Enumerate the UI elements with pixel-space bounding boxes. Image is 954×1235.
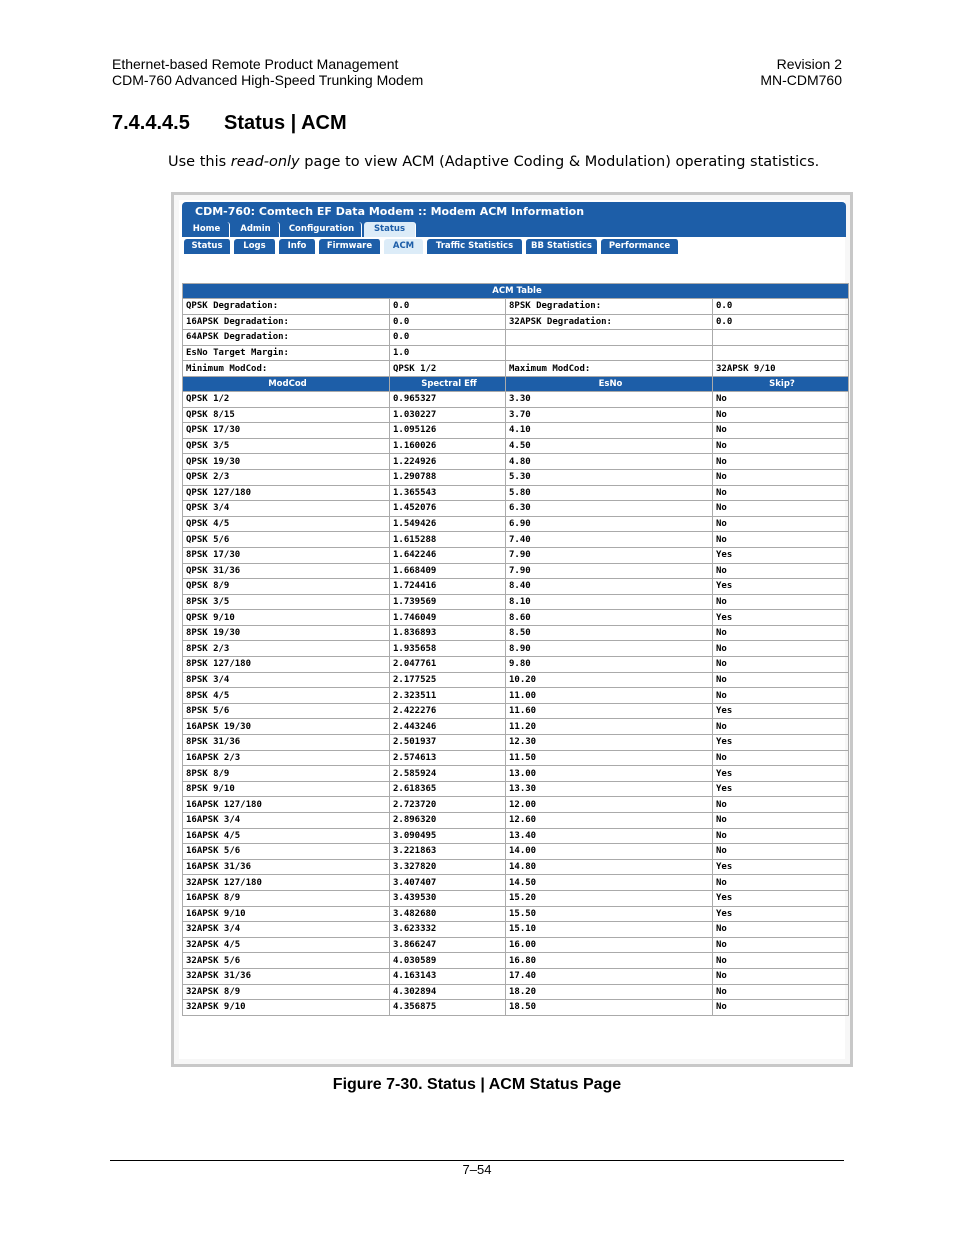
table-cell: 8PSK 5/6 <box>183 703 390 719</box>
table-cell: Yes <box>713 579 849 595</box>
table-row <box>183 1000 849 1016</box>
web-interface <box>179 200 845 1059</box>
table-cell: 1.365543 <box>390 485 506 501</box>
summary-row <box>183 361 849 377</box>
table-cell: 0.0 <box>390 330 506 346</box>
document-number: MN-CDM760 <box>760 72 842 88</box>
table-cell: 0.0 <box>713 314 849 330</box>
table-cell: QPSK 1/2 <box>183 391 390 407</box>
summary-row <box>183 345 849 361</box>
table-cell: 2.618365 <box>390 781 506 797</box>
table-cell: No <box>713 750 849 766</box>
table-cell: 8PSK 3/5 <box>183 594 390 610</box>
table-cell: 17.40 <box>506 968 713 984</box>
table-cell: 1.739569 <box>390 594 506 610</box>
table-cell: No <box>713 1000 849 1016</box>
table-cell: No <box>713 953 849 969</box>
table-cell: 1.724416 <box>390 579 506 595</box>
table-row <box>183 672 849 688</box>
column-header: Spectral Eff <box>390 376 506 391</box>
table-row <box>183 423 849 439</box>
summary-row <box>183 299 849 315</box>
table-cell: 12.30 <box>506 735 713 751</box>
table-cell: Yes <box>713 547 849 563</box>
table-row <box>183 766 849 782</box>
table-row <box>183 813 849 829</box>
page-number: 7–54 <box>462 1162 492 1177</box>
table-cell: 16APSK 9/10 <box>183 906 390 922</box>
table-cell: 32APSK 9/10 <box>713 361 849 377</box>
section-number: 7.4.4.4.5 <box>112 112 190 134</box>
table-cell: 32APSK 4/5 <box>183 937 390 953</box>
table-cell: 10.20 <box>506 672 713 688</box>
table-cell: 7.90 <box>506 547 713 563</box>
table-row <box>183 594 849 610</box>
table-cell: QPSK 8/15 <box>183 407 390 423</box>
table-cell: 12.00 <box>506 797 713 813</box>
table-row <box>183 625 849 641</box>
table-cell: QPSK 1/2 <box>390 361 506 377</box>
table-cell: 3.090495 <box>390 828 506 844</box>
table-cell: No <box>713 922 849 938</box>
table-cell: 2.585924 <box>390 766 506 782</box>
table-cell: 2.723720 <box>390 797 506 813</box>
table-cell: 32APSK 127/180 <box>183 875 390 891</box>
tab-configuration[interactable]: Configuration <box>282 222 362 237</box>
subtab-logs[interactable]: Logs <box>234 239 276 254</box>
table-cell: Yes <box>713 890 849 906</box>
table-row <box>183 391 849 407</box>
table-cell: 3.30 <box>506 391 713 407</box>
table-cell: QPSK 17/30 <box>183 423 390 439</box>
table-row <box>183 875 849 891</box>
tab-status[interactable]: Status <box>364 222 416 237</box>
table-row <box>183 688 849 704</box>
table-cell: 4.302894 <box>390 984 506 1000</box>
subtab-acm[interactable]: ACM <box>384 239 424 254</box>
table-cell: No <box>713 828 849 844</box>
summary-row <box>183 330 849 346</box>
table-cell: No <box>713 968 849 984</box>
table-cell: 1.668409 <box>390 563 506 579</box>
tab-admin[interactable]: Admin <box>232 222 280 237</box>
table-cell: No <box>713 641 849 657</box>
table-cell: No <box>713 657 849 673</box>
running-header-right <box>760 56 842 88</box>
table-cell: 1.030227 <box>390 407 506 423</box>
table-cell: 8.90 <box>506 641 713 657</box>
table-cell: 16APSK 2/3 <box>183 750 390 766</box>
table-cell: 1.452076 <box>390 501 506 517</box>
table-row <box>183 953 849 969</box>
table-cell: 16.80 <box>506 953 713 969</box>
table-cell: 5.80 <box>506 485 713 501</box>
table-cell: 14.00 <box>506 844 713 860</box>
table-cell: 3.439530 <box>390 890 506 906</box>
table-cell: 8.10 <box>506 594 713 610</box>
table-row <box>183 828 849 844</box>
table-cell: 4.356875 <box>390 1000 506 1016</box>
table-row <box>183 547 849 563</box>
table-cell: 8PSK Degradation: <box>506 299 713 315</box>
table-cell: 8PSK 31/36 <box>183 735 390 751</box>
table-cell: QPSK 31/36 <box>183 563 390 579</box>
table-cell: 16APSK 4/5 <box>183 828 390 844</box>
table-row <box>183 516 849 532</box>
table-cell: 32APSK 9/10 <box>183 1000 390 1016</box>
table-cell: 4.163143 <box>390 968 506 984</box>
table-cell: QPSK 9/10 <box>183 610 390 626</box>
table-cell: 3.327820 <box>390 859 506 875</box>
table-cell: 8PSK 4/5 <box>183 688 390 704</box>
figure-caption: Figure 7-30. Status | ACM Status Page <box>332 1076 622 1093</box>
table-cell: 8PSK 19/30 <box>183 625 390 641</box>
table-cell: No <box>713 719 849 735</box>
column-header-row <box>183 376 849 391</box>
table-cell <box>713 345 849 361</box>
table-cell: 0.965327 <box>390 391 506 407</box>
table-cell: 0.0 <box>713 299 849 315</box>
summary-row <box>183 314 849 330</box>
table-cell: 1.549426 <box>390 516 506 532</box>
column-header: ModCod <box>183 376 390 391</box>
table-cell: 1.160026 <box>390 438 506 454</box>
acm-table-title-row <box>183 284 849 299</box>
table-cell: 32APSK 8/9 <box>183 984 390 1000</box>
footer-rule <box>110 1160 844 1161</box>
table-cell: Yes <box>713 766 849 782</box>
table-cell: 8PSK 17/30 <box>183 547 390 563</box>
table-row <box>183 750 849 766</box>
table-cell: No <box>713 797 849 813</box>
running-header-left <box>112 56 423 88</box>
table-cell: No <box>713 516 849 532</box>
table-row <box>183 906 849 922</box>
table-row <box>183 859 849 875</box>
table-cell: 0.0 <box>390 314 506 330</box>
table-cell: 5.30 <box>506 469 713 485</box>
table-cell: 11.20 <box>506 719 713 735</box>
table-row <box>183 501 849 517</box>
table-cell: No <box>713 937 849 953</box>
table-cell: 64APSK Degradation: <box>183 330 390 346</box>
table-cell: 18.20 <box>506 984 713 1000</box>
table-cell: 15.10 <box>506 922 713 938</box>
table-cell: No <box>713 688 849 704</box>
table-cell: Minimum ModCod: <box>183 361 390 377</box>
table-cell: No <box>713 813 849 829</box>
table-cell: 8PSK 8/9 <box>183 766 390 782</box>
table-cell: 3.866247 <box>390 937 506 953</box>
table-cell: 1.935658 <box>390 641 506 657</box>
table-cell: No <box>713 563 849 579</box>
table-cell: 11.00 <box>506 688 713 704</box>
primary-nav <box>182 222 846 237</box>
table-cell: 9.80 <box>506 657 713 673</box>
table-cell: 1.224926 <box>390 454 506 470</box>
table-cell: 32APSK 5/6 <box>183 953 390 969</box>
table-cell: Maximum ModCod: <box>506 361 713 377</box>
table-cell: EsNo Target Margin: <box>183 345 390 361</box>
table-cell: 1.095126 <box>390 423 506 439</box>
screenshot-figure <box>171 192 853 1067</box>
table-cell: 32APSK Degradation: <box>506 314 713 330</box>
table-row <box>183 532 849 548</box>
table-cell: No <box>713 391 849 407</box>
table-cell: 6.30 <box>506 501 713 517</box>
table-cell: 15.50 <box>506 906 713 922</box>
table-row <box>183 641 849 657</box>
table-cell: No <box>713 984 849 1000</box>
intro-emphasis: read-only <box>230 154 300 170</box>
table-cell: 7.40 <box>506 532 713 548</box>
table-cell: QPSK 127/180 <box>183 485 390 501</box>
table-cell: 16APSK 31/36 <box>183 859 390 875</box>
table-row <box>183 844 849 860</box>
acm-table <box>182 283 849 1016</box>
table-cell: No <box>713 469 849 485</box>
table-cell: No <box>713 532 849 548</box>
table-row <box>183 968 849 984</box>
table-cell: 3.407407 <box>390 875 506 891</box>
table-cell: 2.323511 <box>390 688 506 704</box>
table-cell: 8PSK 2/3 <box>183 641 390 657</box>
secondary-nav <box>182 239 846 254</box>
subtab-bb-statistics[interactable]: BB Statistics <box>526 239 598 254</box>
table-cell: 15.20 <box>506 890 713 906</box>
table-cell: 32APSK 3/4 <box>183 922 390 938</box>
table-cell: 16APSK 5/6 <box>183 844 390 860</box>
product-title: CDM-760 Advanced High-Speed Trunking Modem <box>112 72 424 88</box>
app-title-bar: CDM-760: Comtech EF Data Modem :: Modem ACM Information <box>182 202 846 222</box>
table-row <box>183 469 849 485</box>
table-cell: 3.221863 <box>390 844 506 860</box>
table-cell: No <box>713 423 849 439</box>
table-cell: 32APSK 31/36 <box>183 968 390 984</box>
table-cell: 8PSK 3/4 <box>183 672 390 688</box>
table-cell: 11.50 <box>506 750 713 766</box>
table-cell: No <box>713 454 849 470</box>
table-cell: 3.70 <box>506 407 713 423</box>
table-cell: 1.642246 <box>390 547 506 563</box>
table-cell: 4.10 <box>506 423 713 439</box>
subtab-status[interactable]: Status <box>184 239 231 254</box>
table-row <box>183 781 849 797</box>
table-row <box>183 579 849 595</box>
section-heading <box>112 112 347 135</box>
table-cell <box>713 330 849 346</box>
table-cell: No <box>713 438 849 454</box>
table-cell: 16APSK 19/30 <box>183 719 390 735</box>
table-cell: No <box>713 594 849 610</box>
table-cell: 18.50 <box>506 1000 713 1016</box>
table-cell: 2.422276 <box>390 703 506 719</box>
table-row <box>183 657 849 673</box>
table-cell: 13.40 <box>506 828 713 844</box>
table-cell: 8PSK 9/10 <box>183 781 390 797</box>
table-cell: Yes <box>713 906 849 922</box>
table-cell: 14.50 <box>506 875 713 891</box>
table-cell: 0.0 <box>390 299 506 315</box>
table-cell: 2.501937 <box>390 735 506 751</box>
table-cell: 2.896320 <box>390 813 506 829</box>
table-cell: QPSK 4/5 <box>183 516 390 532</box>
table-row <box>183 703 849 719</box>
table-cell: 3.482680 <box>390 906 506 922</box>
table-cell: 2.574613 <box>390 750 506 766</box>
table-cell: 8.60 <box>506 610 713 626</box>
table-cell: 8PSK 127/180 <box>183 657 390 673</box>
revision: Revision 2 <box>776 56 842 72</box>
table-cell: No <box>713 672 849 688</box>
table-cell: No <box>713 485 849 501</box>
subtab-traffic-statistics[interactable]: Traffic Statistics <box>427 239 523 254</box>
table-cell: 2.047761 <box>390 657 506 673</box>
subtab-performance[interactable]: Performance <box>601 239 679 254</box>
table-cell: 6.90 <box>506 516 713 532</box>
table-cell: No <box>713 844 849 860</box>
table-cell: QPSK Degradation: <box>183 299 390 315</box>
table-cell: No <box>713 407 849 423</box>
table-row <box>183 797 849 813</box>
table-cell: 1.0 <box>390 345 506 361</box>
table-cell: 16APSK Degradation: <box>183 314 390 330</box>
table-row <box>183 984 849 1000</box>
table-row <box>183 719 849 735</box>
table-cell: QPSK 3/4 <box>183 501 390 517</box>
table-cell: 7.90 <box>506 563 713 579</box>
table-row <box>183 454 849 470</box>
column-header: Skip? <box>713 376 849 391</box>
acm-table-title: ACM Table <box>183 284 849 299</box>
intro-paragraph <box>168 154 819 170</box>
table-cell: QPSK 3/5 <box>183 438 390 454</box>
table-cell: 4.030589 <box>390 953 506 969</box>
table-row <box>183 438 849 454</box>
intro-text-end: page to view ACM (Adaptive Coding & Modulation) operating statistics. <box>299 154 820 170</box>
table-cell: 1.615288 <box>390 532 506 548</box>
table-row <box>183 407 849 423</box>
table-cell: 13.00 <box>506 766 713 782</box>
subtab-info[interactable]: Info <box>279 239 316 254</box>
table-cell: QPSK 19/30 <box>183 454 390 470</box>
section-title: Status | ACM <box>224 112 347 134</box>
table-row <box>183 735 849 751</box>
table-cell: 16APSK 127/180 <box>183 797 390 813</box>
manual-title: Ethernet-based Remote Product Management <box>112 56 399 72</box>
table-cell: 8.40 <box>506 579 713 595</box>
table-cell: 13.30 <box>506 781 713 797</box>
table-cell: No <box>713 875 849 891</box>
table-cell <box>506 330 713 346</box>
table-cell: 8.50 <box>506 625 713 641</box>
table-row <box>183 890 849 906</box>
table-cell: Yes <box>713 703 849 719</box>
table-cell: 16APSK 8/9 <box>183 890 390 906</box>
table-row <box>183 937 849 953</box>
table-cell: 14.80 <box>506 859 713 875</box>
table-cell: No <box>713 625 849 641</box>
table-row <box>183 485 849 501</box>
table-cell: 2.443246 <box>390 719 506 735</box>
table-cell: Yes <box>713 781 849 797</box>
table-cell: 1.290788 <box>390 469 506 485</box>
table-cell: 16APSK 3/4 <box>183 813 390 829</box>
table-cell <box>506 345 713 361</box>
tab-home[interactable]: Home <box>184 222 230 237</box>
table-row <box>183 610 849 626</box>
table-cell: QPSK 5/6 <box>183 532 390 548</box>
table-cell: Yes <box>713 735 849 751</box>
table-cell: 12.60 <box>506 813 713 829</box>
table-cell: 4.80 <box>506 454 713 470</box>
table-cell: 2.177525 <box>390 672 506 688</box>
table-cell: 1.836893 <box>390 625 506 641</box>
table-cell: QPSK 8/9 <box>183 579 390 595</box>
table-cell: 16.00 <box>506 937 713 953</box>
table-cell: No <box>713 501 849 517</box>
subtab-firmware[interactable]: Firmware <box>319 239 381 254</box>
table-cell: 4.50 <box>506 438 713 454</box>
table-cell: Yes <box>713 610 849 626</box>
table-cell: 11.60 <box>506 703 713 719</box>
table-row <box>183 922 849 938</box>
intro-text: Use this <box>168 154 231 170</box>
table-cell: Yes <box>713 859 849 875</box>
table-row <box>183 563 849 579</box>
column-header: EsNo <box>506 376 713 391</box>
table-cell: 1.746049 <box>390 610 506 626</box>
table-cell: QPSK 2/3 <box>183 469 390 485</box>
table-cell: 3.623332 <box>390 922 506 938</box>
